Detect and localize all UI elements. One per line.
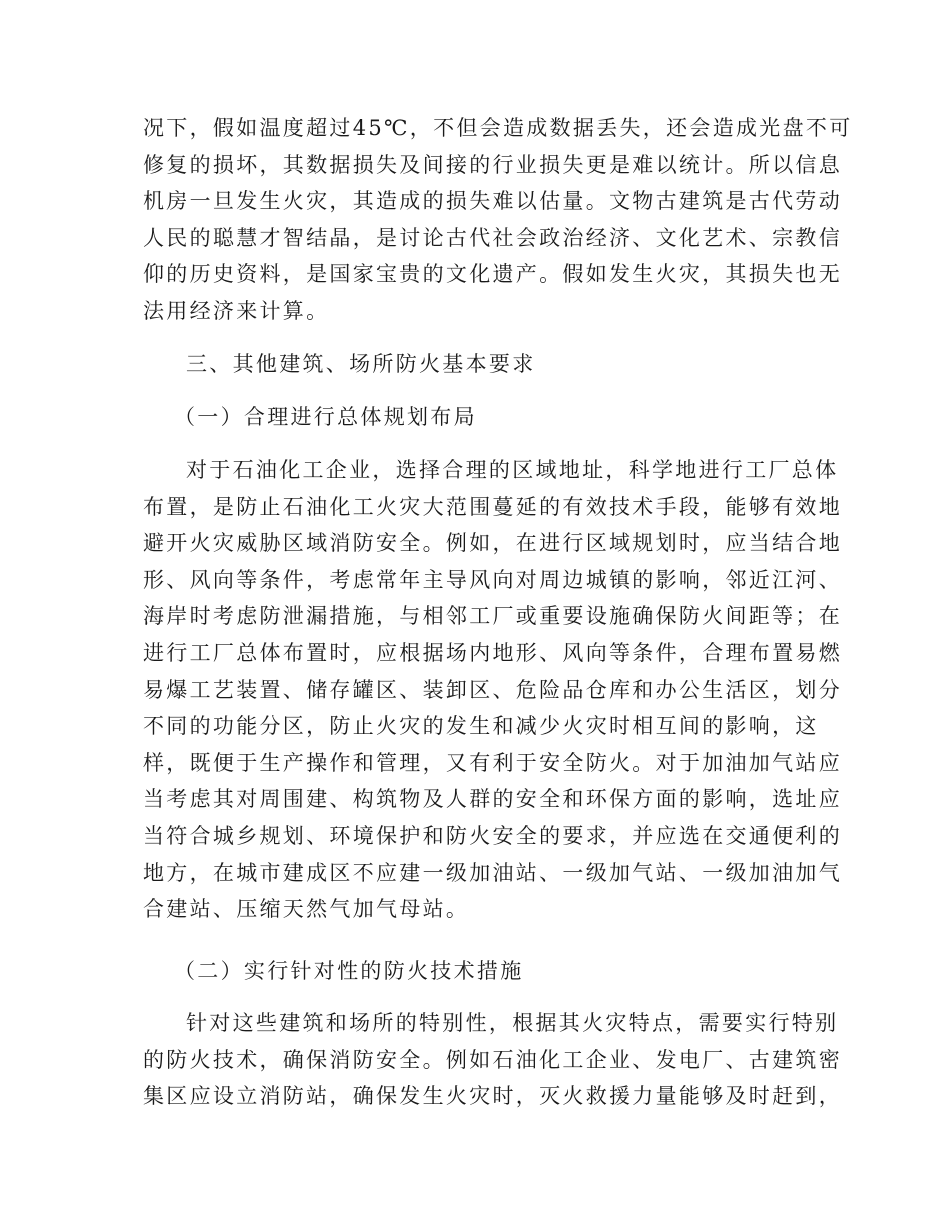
paragraph-line: 况下，假如温度超过45℃，不但会造成数据丢失，还会造成光盘不可 bbox=[143, 116, 853, 140]
paragraph-line: 进行工厂总体布置时，应根据场内地形、风向等条件，合理布置易燃 bbox=[143, 640, 842, 665]
paragraph-body bbox=[143, 1005, 842, 1115]
subsection-heading: （一）合理进行总体规划布局 bbox=[174, 405, 477, 429]
paragraph-line: 合建站、压缩天然气加气母站。 bbox=[143, 897, 470, 922]
paragraph-continuation bbox=[143, 110, 853, 330]
paragraph-line: 修复的损坏，其数据损失及间接的行业损失更是难以统计。所以信息 bbox=[143, 152, 842, 177]
paragraph-line: 形、风向等条件，考虑常年主导风向对周边城镇的影响，邻近江河、 bbox=[143, 567, 842, 592]
paragraph-line: 仰的历史资料，是国家宝贵的文化遗产。假如发生火灾，其损失也无 bbox=[143, 262, 842, 287]
paragraph-line: 地方，在城市建成区不应建一级加油站、一级加气站、一级加油加气 bbox=[143, 860, 842, 885]
paragraph-line: 当符合城乡规划、环境保护和防火安全的要求，并应选在交通便利的 bbox=[143, 823, 842, 848]
paragraph-line: 布置，是防止石油化工火灾大范围蔓延的有效技术手段，能够有效地 bbox=[143, 494, 842, 519]
paragraph-line: 集区应设立消防站，确保发生火灾时，灭火救援力量能够及时赶到， bbox=[143, 1084, 842, 1109]
paragraph-line: 不同的功能分区，防止火灾的发生和减少火灾时相互间的影响，这 bbox=[143, 714, 819, 739]
paragraph-line: 机房一旦发生火灾，其造成的损失难以估量。文物古建筑是古代劳动 bbox=[143, 189, 842, 214]
paragraph-body bbox=[143, 452, 842, 928]
paragraph-line: 的防火技术，确保消防安全。例如石油化工企业、发电厂、古建筑密 bbox=[143, 1047, 842, 1072]
paragraph-line: 针对这些建筑和场所的特别性，根据其火灾特点，需要实行特别 bbox=[186, 1011, 839, 1035]
subsection-heading: （二）实行针对性的防火技术措施 bbox=[174, 959, 524, 983]
paragraph-line: 人民的聪慧才智结晶，是讨论古代社会政治经济、文化艺术、宗教信 bbox=[143, 225, 842, 250]
paragraph-line: 样，既便于生产操作和管理，又有利于安全防火。对于加油加气站应 bbox=[143, 750, 842, 775]
paragraph-line: 当考虑其对周围建、构筑物及人群的安全和环保方面的影响，选址应 bbox=[143, 787, 842, 812]
paragraph-line: 法用经济来计算。 bbox=[143, 298, 330, 323]
paragraph-line: 对于石油化工企业，选择合理的区域地址，科学地进行工厂总体 bbox=[186, 458, 839, 482]
paragraph-line: 避开火灾威胁区域消防安全。例如，在进行区域规划时，应当结合地 bbox=[143, 531, 842, 556]
paragraph-line: 海岸时考虑防泄漏措施，与相邻工厂或重要设施确保防火间距等；在 bbox=[143, 604, 842, 629]
section-heading: 三、其他建筑、场所防火基本要求 bbox=[186, 352, 536, 376]
paragraph-line: 易爆工艺装置、储存罐区、装卸区、危险品仓库和办公生活区，划分 bbox=[143, 677, 842, 702]
